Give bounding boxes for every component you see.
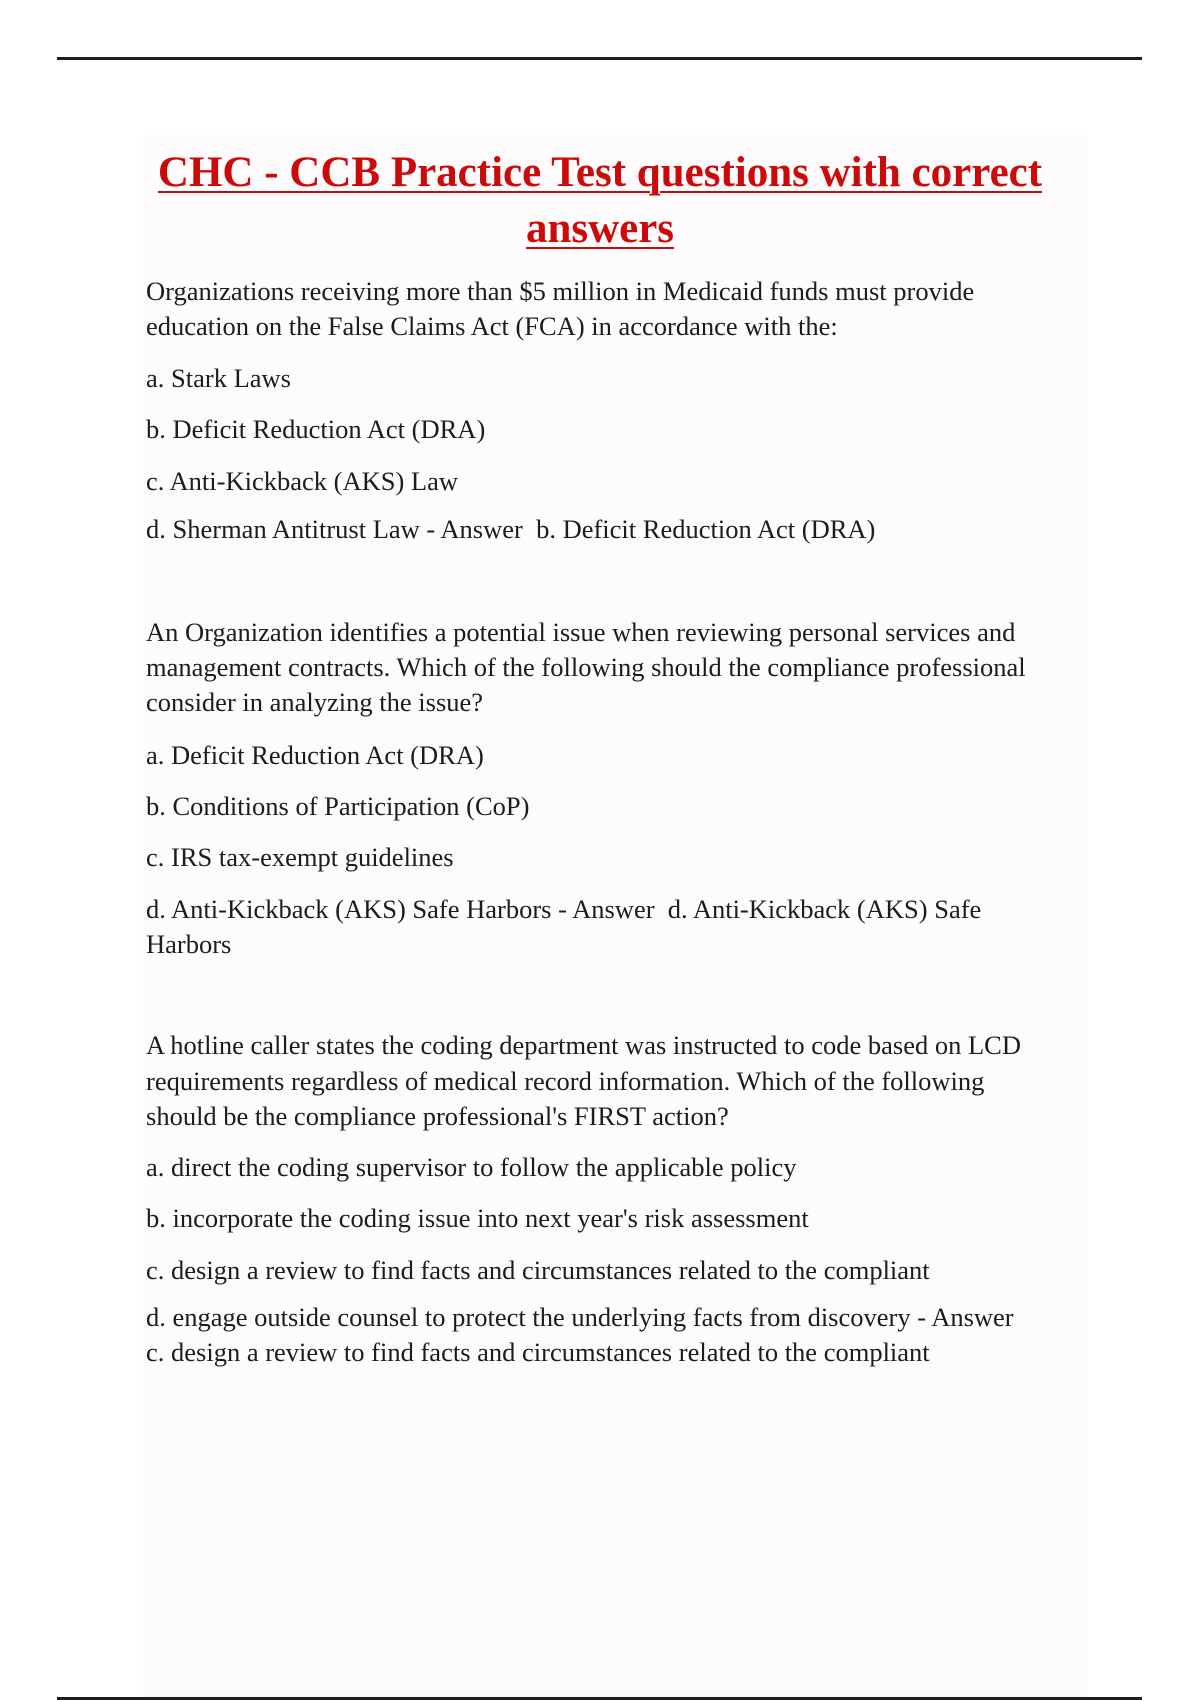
answer-option-a: a. Stark Laws: [146, 363, 291, 393]
question-stem-line: consider in analyzing the issue?: [146, 687, 484, 717]
answer-option-d-with-answer: d. Anti-Kickback (AKS) Safe Harbors - Answer d. Anti-Kickback (AKS) Safe: [146, 894, 982, 924]
answer-continuation: c. design a review to find facts and circumstances related to the compliant: [146, 1337, 930, 1367]
answer-option-c: c. Anti-Kickback (AKS) Law: [146, 466, 459, 496]
answer-option-c: c. IRS tax-exempt guidelines: [146, 842, 454, 872]
answer-option-a: a. Deficit Reduction Act (DRA): [146, 740, 484, 770]
answer-option-b: b. incorporate the coding issue into next year's risk assessment: [146, 1203, 809, 1233]
question-stem-line: Organizations receiving more than $5 million in Medicaid funds must provide: [146, 276, 975, 306]
header-rule: [57, 57, 1142, 60]
question-stem-line: requirements regardless of medical record information. Which of the following: [146, 1066, 985, 1096]
question-stem-line: A hotline caller states the coding department was instructed to code based on LCD: [146, 1030, 1021, 1060]
question-stem-line: An Organization identifies a potential issue when reviewing personal services and: [146, 617, 1016, 647]
answer-option-b: b. Conditions of Participation (CoP): [146, 791, 530, 821]
document-title: [100, 145, 1100, 257]
question-stem-line: education on the False Claims Act (FCA) in accordance with the:: [146, 311, 838, 341]
question-stem-line: should be the compliance professional's FIRST action?: [146, 1101, 729, 1131]
question-stem-line: management contracts. Which of the following should the compliance professional: [146, 652, 1026, 682]
title-line-2: answers: [525, 205, 675, 252]
answer-continuation: Harbors: [146, 929, 232, 959]
title-line-1: CHC - CCB Practice Test questions with correct: [157, 149, 1043, 196]
answer-option-d-with-answer: d. engage outside counsel to protect the underlying facts from discovery - Answer: [146, 1302, 1014, 1332]
answer-option-b: b. Deficit Reduction Act (DRA): [146, 414, 486, 444]
answer-option-d-with-answer: d. Sherman Antitrust Law - Answer b. Deficit Reduction Act (DRA): [146, 514, 876, 544]
answer-option-a: a. direct the coding supervisor to follow the applicable policy: [146, 1152, 797, 1182]
answer-option-c: c. design a review to find facts and circumstances related to the compliant: [146, 1255, 930, 1285]
